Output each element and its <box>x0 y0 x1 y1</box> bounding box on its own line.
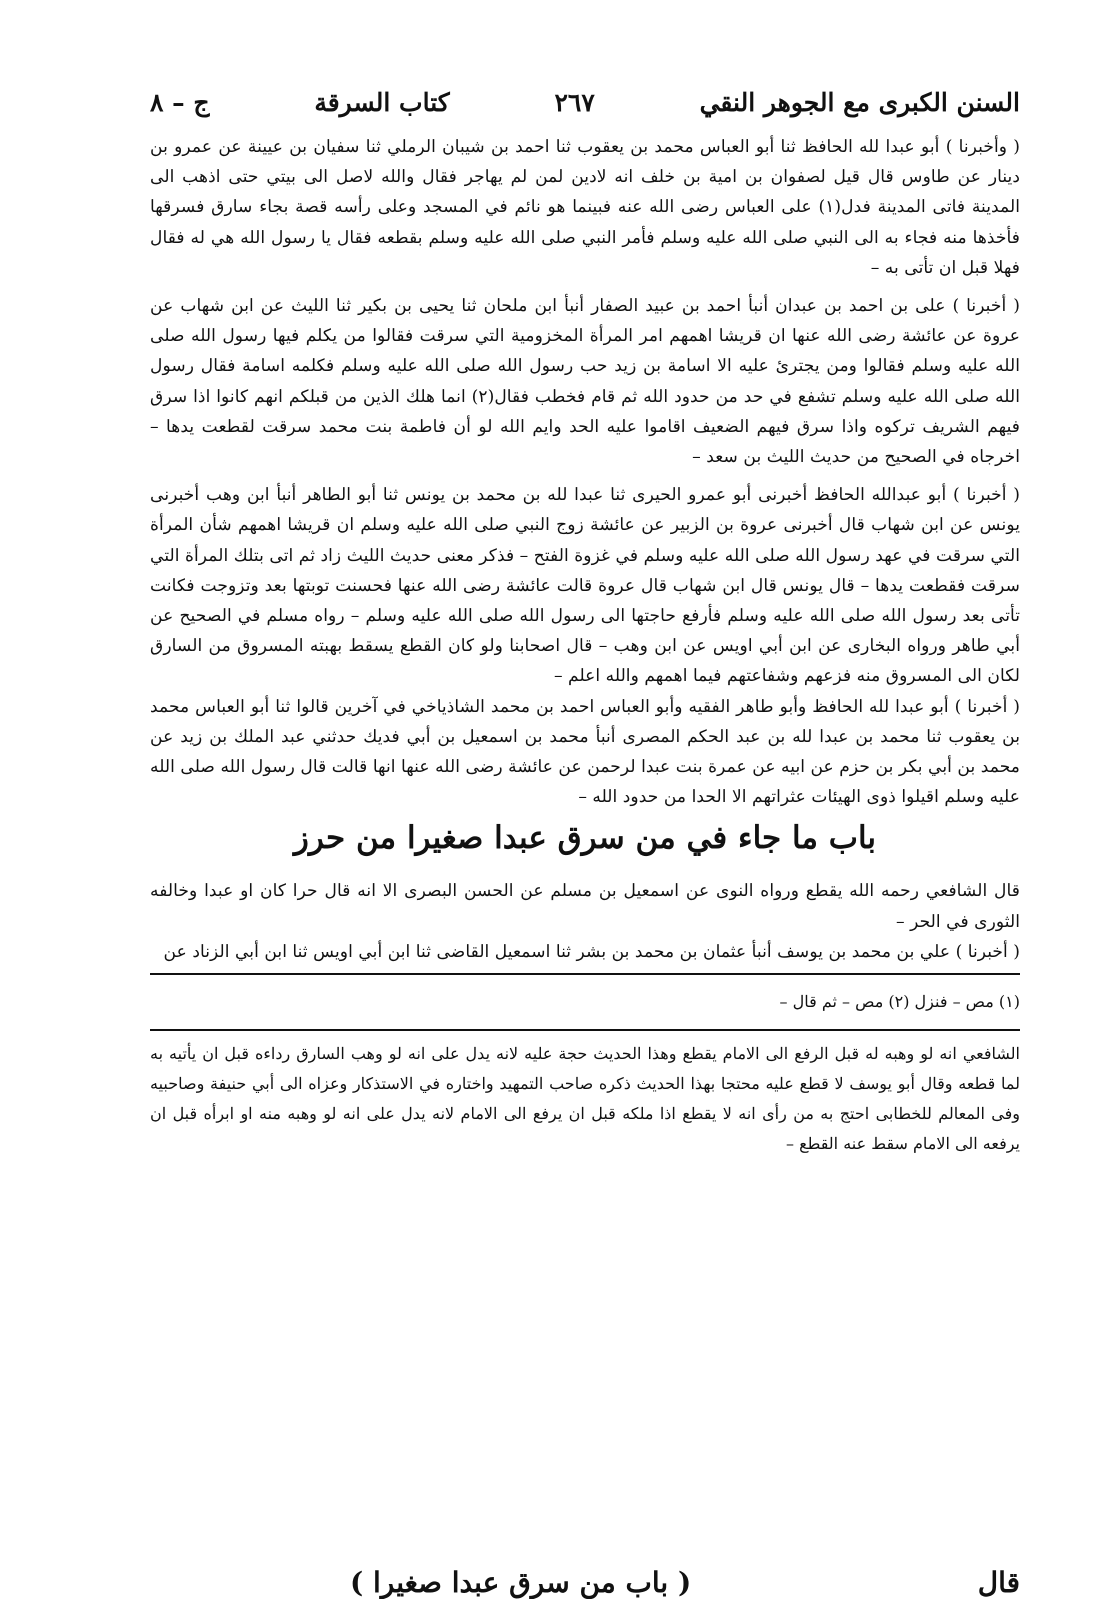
chapter-paragraph: ( أخبرنا ) علي بن محمد بن يوسف أنبأ عثمان بن محمد بن بشر ثنا اسمعيل القاضى ثنا ابن أبي اويس ثنا ابن أبي الزناد عن <box>163 941 1020 962</box>
page-header <box>150 88 1020 132</box>
divider <box>150 973 1020 975</box>
divider <box>150 1029 1020 1031</box>
commentary: الشافعي انه لو وهبه له قبل الرفع الى الامام يقطع وهذا الحديث حجة عليه لانه يدل على انه لو وهب السارق رداءه قبل ان يأتيه به لما قطعه وقال أبو يوسف لا قطع عليه محتجا بهذا الحديث ذكره صاحب التمهيد واختاره في الاستذكار وعزاه الى أبي حنيفة وصاحبيه وفى المعالم للخطابى احتج به من رأى انه لا يقطع اذا ملكه قبل ان يرفع الى الامام لانه يدل على انه لو وهبه منه او ابرأه قبل ان يرفعه الى الامام سقط عنه القطع – <box>150 1044 1020 1154</box>
hadith-paragraph: ( أخبرنا ) أبو عبدا لله الحافظ وأبو طاهر الفقيه وأبو العباس احمد بن محمد الشاذياخي في آخرين قالوا ثنا أبو العباس محمد بن يعقوب ثنا محمد بن عبدا لله بن عبد الحكم المصرى أنبأ محمد بن اسمعيل بن أبي فديك حدثني عبد الملك بن زيد عن محمد بن أبي بكر بن حزم عن ابيه عن عمرة بنت عبدا لرحمن عن عائشة رضى الله عنها انها قالت قال رسول الله صلى الله عليه وسلم اقيلوا ذوى الهيئات عثراتهم الا الحدا من حدود الله – <box>150 696 1020 808</box>
chapter-paragraph: قال الشافعي رحمه الله يقطع ورواه النوى عن اسمعيل بن مسلم عن الحسن البصرى الا انه قال حرا كان او عبدا وخالفه الثورى في الحر – <box>150 881 1020 932</box>
page-footer <box>150 1566 1020 1599</box>
footnote: (١) مص – فنزل (٢) مص – ثم قال – <box>779 992 1020 1012</box>
book-title: السنن الكبرى مع الجوهر النقي <box>699 88 1020 117</box>
section-title: كتاب السرقة <box>314 88 450 117</box>
footer-label: قال <box>977 1566 1020 1599</box>
page-number: ٢٦٧ <box>554 88 595 117</box>
hadith-paragraph: ( وأخبرنا ) أبو عبدا لله الحافظ ثنا أبو العباس محمد بن يعقوب ثنا احمد بن شيبان الرملي ثنا سفيان بن عيينة عن عمرو بن دينار عن طاوس قال قيل لصفوان بن امية بن خلف انه لادين لمن لم يهاجر فقال والله لاصل الى بيتي حتى اذهب الى المدينة فاتى المدينة فدل(١) على العباس رضى الله عنه فبينما هو نائم في المسجد وعلى رأسه قصة بجاء سارق فسرقها فأخذها منه فجاء به الى النبي صلى الله عليه وسلم فأمر النبي صلى الله عليه وسلم بقطعه فقال يا رسول الله هي له فقال فهلا قبل ان تأتى به – <box>150 137 1020 278</box>
hadith-paragraph: ( أخبرنا ) على بن احمد بن عبدان أنبأ احمد بن عبيد الصفار أنبأ ابن ملحان ثنا يحيى بن بكير ثنا الليث عن ابن شهاب عن عروة عن عائشة رضى الله عنها ان قريشا اهمهم امر المرأة المخزومية التي سرقت فقالوا من يكلم فيها رسول الله صلى الله عليه وسلم فقالوا ومن يجترئ عليه الا اسامة بن زيد حب رسول الله صلى الله عليه وسلم فكلمه اسامة فقال رسول الله صلى الله عليه وسلم تشفع في حد من حدود الله ثم قام فخطب فقال(٢) انما هلك الذين من قبلكم انهم كانوا اذا سرق فيهم الشريف تركوه واذا سرق فيهم الضعيف اقاموا عليه الحد وايم الله لو أن فاطمة بنت محمد سرقت لقطعت يدها – اخرجاه في الصحيح من حديث الليث بن سعد – <box>150 296 1020 468</box>
footer-chapter-title: ( باب من سرق عبدا صغيرا ) <box>350 1566 692 1599</box>
chapter-title: باب ما جاء في من سرق عبدا صغيرا من حرز <box>293 820 877 857</box>
volume-number: ج – ٨ <box>150 88 210 117</box>
book-page <box>150 88 1020 1599</box>
hadith-paragraph: ( أخبرنا ) أبو عبدالله الحافظ أخبرنى أبو عمرو الحيرى ثنا عبدا لله بن محمد بن يونس ثنا أبو الطاهر أنبأ ابن وهب أخبرنى يونس عن ابن شهاب قال أخبرنى عروة بن الزبير عن عائشة زوج النبي صلى الله عليه وسلم ان قريشا اهمهم شأن المرأة التي سرقت في عهد رسول الله صلى الله عليه وسلم في غزوة الفتح – فذكر معنى حديث الليث زاد ثم اتى بتلك المرأة التي سرقت فقطعت يدها – قال يونس قال ابن شهاب قال عروة قالت عائشة رضى الله عنها فحسنت توبتها بعد وتزوجت فكانت تأتى بعد رسول الله صلى الله عليه وسلم فأرفع حاجتها الى رسول الله صلى الله عليه وسلم – رواه مسلم في الصحيح عن أبي طاهر ورواه البخارى عن ابن أبي اويس عن ابن وهب – قال اصحابنا ولو كان القطع يسقط بهبته المسروق من السارق لكان الى المسروق منه فزعهم وشفاعتهم فيما اهمهم والله اعلم – <box>150 485 1020 687</box>
